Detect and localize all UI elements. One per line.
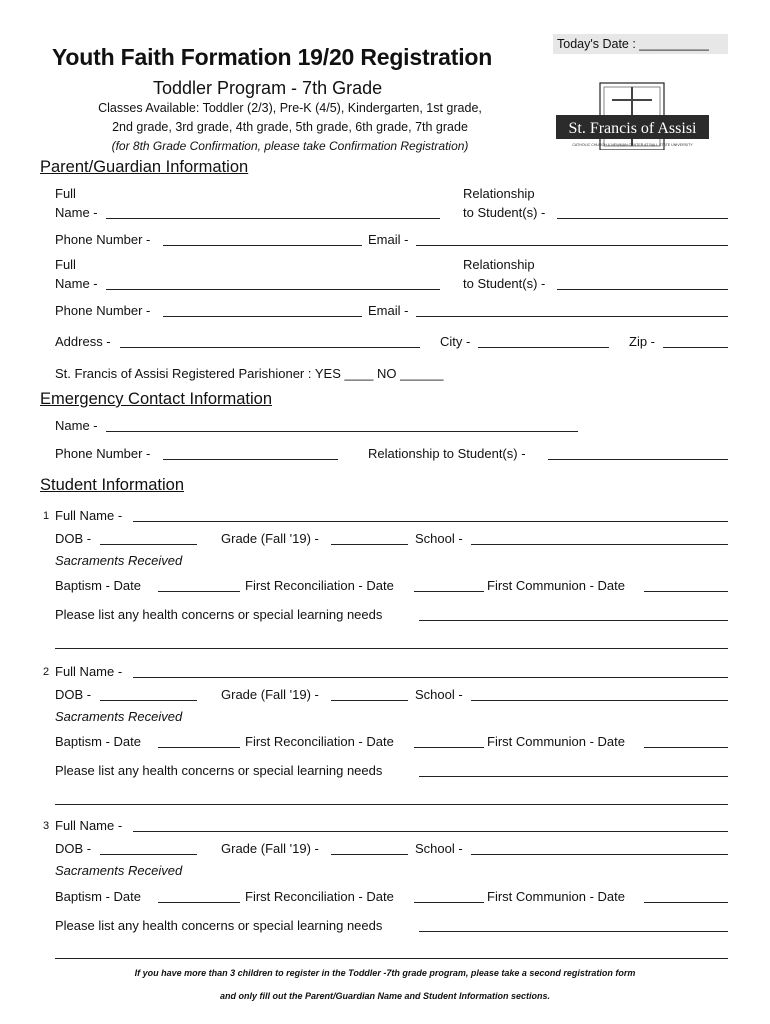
parent1-name-label: Name - — [55, 205, 98, 220]
student2-communion-field[interactable] — [644, 747, 728, 748]
parent1-phone-field[interactable] — [163, 245, 362, 246]
student3-full-name-label: Full Name - — [55, 818, 123, 833]
student1-grade-label: Grade (Fall '19) - — [221, 531, 319, 546]
parent1-full-label: Full — [55, 186, 76, 201]
student1-sacraments-label: Sacraments Received — [55, 553, 183, 568]
student2-baptism-field[interactable] — [158, 747, 240, 748]
classes-line-2: 2nd grade, 3rd grade, 4th grade, 5th grade, 6th grade, 7th grade — [112, 120, 468, 134]
student2-reconciliation-label: First Reconciliation - Date — [245, 734, 394, 749]
student-number: 3 — [43, 820, 50, 832]
student2-school-field[interactable] — [471, 700, 728, 701]
parent2-phone-label: Phone Number - — [55, 303, 151, 318]
emergency-relationship-label: Relationship to Student(s) - — [368, 446, 526, 461]
student2-health-field[interactable] — [419, 776, 728, 777]
student3-reconciliation-field[interactable] — [414, 902, 484, 903]
classes-line-1: Classes Available: Toddler (2/3), Pre-K (4/5), Kindergarten, 1st grade, — [98, 101, 482, 115]
student1-baptism-field[interactable] — [158, 591, 240, 592]
parent2-email-label: Email - — [368, 303, 409, 318]
emergency-section-heading: Emergency Contact Information — [40, 390, 273, 408]
form-title: Youth Faith Formation 19/20 Registration — [52, 44, 493, 70]
classes-line-3: (for 8th Grade Confirmation, please take Confirmation Registration) — [111, 139, 469, 153]
logo-name: St. Francis of Assisi — [568, 120, 697, 137]
student2-baptism-label: Baptism - Date — [55, 734, 141, 749]
parent2-name-label: Name - — [55, 276, 98, 291]
city-label: City - — [440, 334, 471, 349]
todays-date-field[interactable]: Today's Date : __________ — [553, 34, 728, 54]
student1-dob-field[interactable] — [100, 544, 197, 545]
parent-section-heading: Parent/Guardian Information — [40, 158, 249, 176]
emergency-phone-label: Phone Number - — [55, 446, 151, 461]
parent1-to-students-label: to Student(s) - — [463, 205, 546, 220]
student3-reconciliation-label: First Reconciliation - Date — [245, 889, 394, 904]
student3-health-label: Please list any health concerns or special learning needs — [55, 918, 383, 933]
student3-health-field[interactable] — [419, 931, 728, 932]
address-field[interactable] — [120, 347, 420, 348]
zip-label: Zip - — [629, 334, 655, 349]
student3-full-name-field[interactable] — [133, 831, 728, 832]
parent2-name-field[interactable] — [106, 289, 440, 290]
parent2-relationship-field[interactable] — [557, 289, 728, 290]
student2-full-name-field[interactable] — [133, 677, 728, 678]
parent1-name-field[interactable] — [106, 218, 440, 219]
parent1-email-label: Email - — [368, 232, 409, 247]
parent1-relationship-field[interactable] — [557, 218, 728, 219]
student3-dob-label: DOB - — [55, 841, 92, 856]
parent1-relationship-label: Relationship — [463, 186, 535, 201]
student3-grade-label: Grade (Fall '19) - — [221, 841, 319, 856]
student3-dob-field[interactable] — [100, 854, 197, 855]
emergency-relationship-field[interactable] — [548, 459, 728, 460]
student2-grade-label: Grade (Fall '19) - — [221, 687, 319, 702]
student1-health-label: Please list any health concerns or special learning needs — [55, 607, 383, 622]
parent2-phone-field[interactable] — [163, 316, 362, 317]
student1-communion-label: First Communion - Date — [487, 578, 625, 593]
student2-health-field-extra[interactable] — [55, 804, 728, 805]
student1-grade-field[interactable] — [331, 544, 408, 545]
parent2-full-label: Full — [55, 257, 76, 272]
parent1-email-field[interactable] — [416, 245, 728, 246]
student1-school-field[interactable] — [471, 544, 728, 545]
emergency-name-label: Name - — [55, 418, 98, 433]
student3-baptism-label: Baptism - Date — [55, 889, 141, 904]
parent2-email-field[interactable] — [416, 316, 728, 317]
footer-note-line-1: If you have more than 3 children to register in the Toddler -7th grade program, please take a second registration form — [134, 968, 636, 978]
parent2-relationship-label: Relationship — [463, 257, 535, 272]
student3-school-field[interactable] — [471, 854, 728, 855]
student-number: 2 — [43, 666, 50, 678]
parish-logo — [556, 82, 709, 150]
footer-note-line-2: and only fill out the Parent/Guardian Name and Student Information sections. — [219, 991, 551, 1001]
student2-sacraments-label: Sacraments Received — [55, 709, 183, 724]
zip-field[interactable] — [663, 347, 728, 348]
student2-communion-label: First Communion - Date — [487, 734, 625, 749]
church-logo-icon — [556, 82, 709, 150]
student2-school-label: School - — [415, 687, 463, 702]
city-field[interactable] — [478, 347, 609, 348]
student3-grade-field[interactable] — [331, 854, 408, 855]
student1-full-name-label: Full Name - — [55, 508, 123, 523]
student3-health-field-extra[interactable] — [55, 958, 728, 959]
student1-health-field-extra[interactable] — [55, 648, 728, 649]
student3-baptism-field[interactable] — [158, 902, 240, 903]
emergency-name-field[interactable] — [106, 431, 578, 432]
parishioner-question[interactable]: St. Francis of Assisi Registered Parishioner : YES ____ NO ______ — [55, 366, 444, 381]
parent1-phone-label: Phone Number - — [55, 232, 151, 247]
student1-dob-label: DOB - — [55, 531, 92, 546]
student1-health-field[interactable] — [419, 620, 728, 621]
parent2-to-students-label: to Student(s) - — [463, 276, 546, 291]
student1-communion-field[interactable] — [644, 591, 728, 592]
student2-full-name-label: Full Name - — [55, 664, 123, 679]
student1-reconciliation-label: First Reconciliation - Date — [245, 578, 394, 593]
logo-tagline: CATHOLIC CHURCH & NEWMAN CENTER AT BALL STATE UNIVERSITY — [572, 143, 693, 147]
student-section-heading: Student Information — [40, 476, 185, 494]
student2-grade-field[interactable] — [331, 700, 408, 701]
student1-baptism-label: Baptism - Date — [55, 578, 141, 593]
address-label: Address - — [55, 334, 111, 349]
student3-school-label: School - — [415, 841, 463, 856]
form-subtitle: Toddler Program - 7th Grade — [153, 78, 383, 98]
student1-full-name-field[interactable] — [133, 521, 728, 522]
emergency-phone-field[interactable] — [163, 459, 338, 460]
student1-school-label: School - — [415, 531, 463, 546]
student1-reconciliation-field[interactable] — [414, 591, 484, 592]
student-number: 1 — [43, 510, 50, 522]
student3-sacraments-label: Sacraments Received — [55, 863, 183, 878]
student2-health-label: Please list any health concerns or special learning needs — [55, 763, 383, 778]
student3-communion-field[interactable] — [644, 902, 728, 903]
student2-reconciliation-field[interactable] — [414, 747, 484, 748]
student3-communion-label: First Communion - Date — [487, 889, 625, 904]
student2-dob-field[interactable] — [100, 700, 197, 701]
student2-dob-label: DOB - — [55, 687, 92, 702]
